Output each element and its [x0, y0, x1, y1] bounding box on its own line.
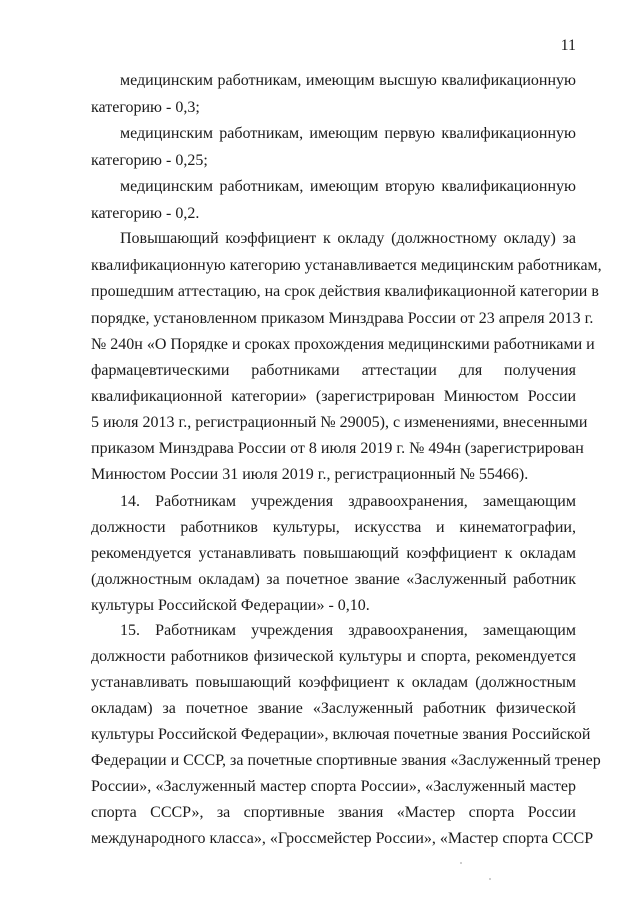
scan-speck: [489, 878, 491, 880]
text-line: 14. Работникам учреждения здравоохранения, замещающим: [120, 493, 576, 510]
text-line: 15. Работникам учреждения здравоохранения, замещающим: [120, 622, 576, 639]
text-line: порядке, установленном приказом Минздрава России от 23 апреля 2013 г.: [91, 310, 594, 327]
text-line: Федерации и СССР, за почетные спортивные звания «Заслуженный тренер: [91, 752, 601, 769]
text-line: России», «Заслуженный мастер спорта России», «Заслуженный мастер: [91, 778, 576, 795]
text-line: категорию - 0,3;: [91, 99, 200, 116]
text-line: медицинским работникам, имеющим вторую квалификационную: [120, 178, 576, 195]
text-line: приказом Минздрава России от 8 июля 2019 г. № 494н (зарегистрирован: [91, 440, 584, 457]
text-line: культуры Российской Федерации», включая почетные звания Российской: [91, 726, 591, 743]
page-number: 11: [560, 37, 576, 54]
text-line: квалификационной категории» (зарегистрирован Минюстом России: [91, 388, 576, 405]
text-line: Минюстом России 31 июля 2019 г., регистрационный № 55466).: [91, 466, 529, 483]
text-line: окладам) за почетное звание «Заслуженный работник физической: [91, 700, 576, 717]
text-line: должности работников культуры, искусства и кинематографии,: [91, 519, 576, 536]
text-line: категорию - 0,2.: [91, 205, 200, 222]
text-line: № 240н «О Порядке и сроках прохождения медицинскими работниками и: [91, 336, 595, 353]
text-line: международного класса», «Гроссмейстер России», «Мастер спорта СССР: [91, 830, 594, 847]
text-line: категорию - 0,25;: [91, 152, 208, 169]
scan-speck: [460, 862, 462, 864]
text-line: фармацевтическими работниками аттестации для получения: [91, 362, 576, 379]
text-line: спорта СССР», за спортивные звания «Мастер спорта России: [91, 804, 576, 821]
text-line: медицинским работникам, имеющим первую квалификационную: [120, 125, 576, 142]
text-line: прошедшим аттестацию, на срок действия квалификационной категории в: [91, 283, 599, 300]
text-line: Повышающий коэффициент к окладу (должностному окладу) за: [120, 230, 576, 247]
text-line: устанавливать повышающий коэффициент к окладам (должностным: [91, 674, 576, 691]
text-line: должности работников физической культуры и спорта, рекомендуется: [91, 648, 576, 665]
text-line: культуры Российской Федерации» - 0,10.: [91, 597, 370, 614]
text-line: (должностным окладам) за почетное звание «Заслуженный работник: [91, 571, 576, 588]
text-line: 5 июля 2013 г., регистрационный № 29005), с изменениями, внесенными: [91, 414, 588, 431]
text-line: квалификационную категорию устанавливается медицинским работникам,: [91, 257, 602, 274]
text-line: медицинским работникам, имеющим высшую квалификационную: [120, 72, 576, 89]
text-line: рекомендуется устанавливать повышающий коэффициент к окладам: [91, 545, 576, 562]
